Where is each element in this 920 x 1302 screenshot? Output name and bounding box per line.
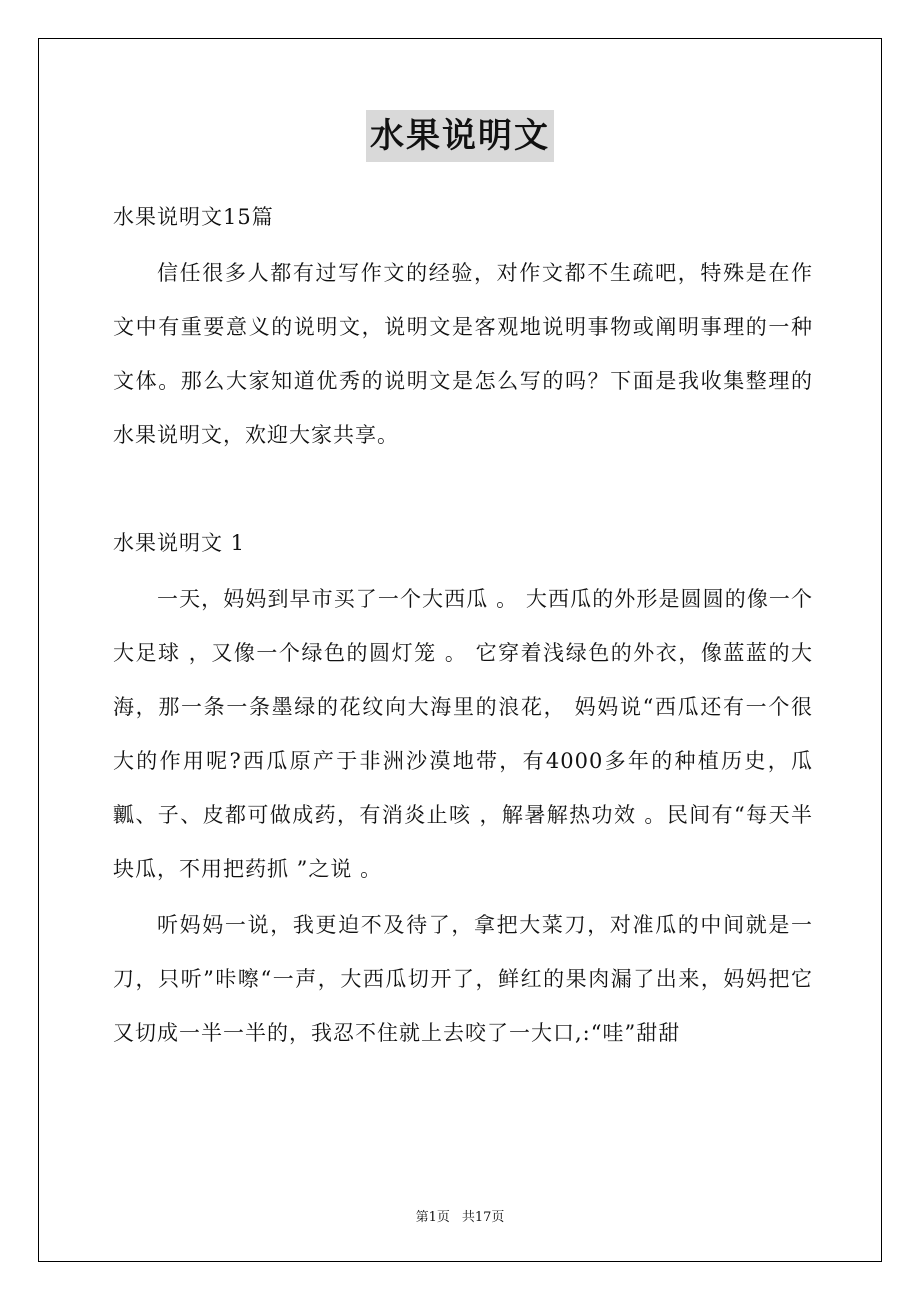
document-body	[113, 190, 813, 1060]
document-title: 水果说明文	[366, 110, 554, 162]
title-container	[0, 110, 920, 162]
section-heading: 水果说明文 1	[113, 531, 246, 555]
page-number: 第1页	[415, 1210, 450, 1225]
body-paragraph: 一天，妈妈到早市买了一个大西瓜 。 大西瓜的外形是圆圆的像一个大足球 ，又像一个绿色的圆灯笼 。 它穿着浅绿色的外衣，像蓝蓝的大海，那一条一条墨绿的花纹向大海里的浪花， 妈妈说“西瓜还有一个很大的作用呢?西瓜原产于非洲沙漠地带，有4000多年的种植历史，瓜瓤、子、皮都可做成药，有消炎止咳 ，解暑解热功效 。民间有“每天半块瓜，不用把药抓 ”之说 。	[113, 587, 813, 881]
page-footer	[0, 1206, 920, 1225]
intro-paragraph: 信任很多人都有过写作文的经验，对作文都不生疏吧，特殊是在作文中有重要意义的说明文，说明文是客观地说明事物或阐明事理的一种文体。那么大家知道优秀的说明文是怎么写的吗？下面是我收集整理的水果说明文，欢迎大家共享。	[113, 261, 813, 447]
page-total: 共17页	[461, 1210, 505, 1225]
body-paragraph: 听妈妈一说，我更迫不及待了，拿把大菜刀，对准瓜的中间就是一刀，只听”咔嚓“一声，大西瓜切开了，鲜红的果肉漏了出来，妈妈把它又切成一半一半的，我忍不住就上去咬了一大口,:“哇”甜甜	[113, 913, 813, 1045]
document-subtitle: 水果说明文15篇	[113, 205, 274, 229]
